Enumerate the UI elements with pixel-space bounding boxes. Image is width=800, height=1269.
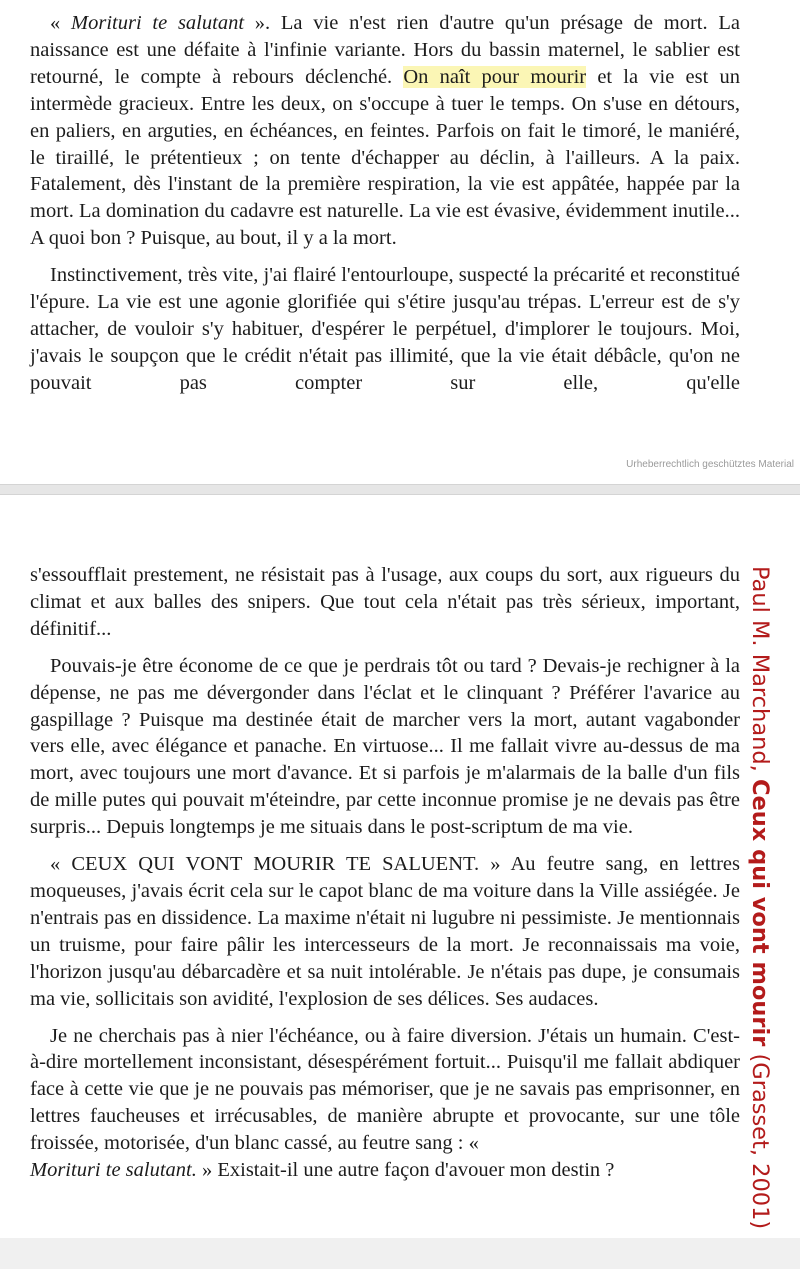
copyright-watermark: Urheberrechtlich geschütztes Material [626,459,794,470]
bottom-strip [0,1238,800,1269]
paragraph-5-end: » Existait-il une autre façon d'avouer mon destin ? [196,1159,615,1182]
bottom-text-block [30,562,740,1194]
latin-quote: Morituri te salutant [71,12,245,34]
caption-author: Paul M. Marchand, [747,566,773,779]
latin-quote-end: Morituri te salutant. [30,1159,197,1182]
paragraph-continued: s'essoufflait prestement, ne résistait pas à l'usage, aux coups du sort, aux rigueurs du climat et aux balles des snipers. Que tout cela n'était pas très sérieux, important, définitif... [30,564,740,640]
page-divider [0,484,800,495]
book-caption [745,566,775,1230]
paragraph-4: « CEUX QUI VONT MOURIR TE SALUENT. » Au feutre sang, en lettres moqueuses, j'avais écrit cela sur le capot blanc de ma voiture dans la Ville assiégée. Je n'entrais pas en dissidence. La maxime n'était ni lugubre ni pessimiste. Je mentionnais un truisme, pour faire pâlir les intercesseurs de la mort. Je reconnaissais ma voie, l'horizon jusqu'au débarcadère et sa nuit intolérable. Je n'étais pas dupe, je consumais ma vie, sollicitais son avidité, l'explosion de ses délices. Ses audaces. [30,853,740,1010]
caption-publisher: (Grasset, 2001) [747,1046,773,1230]
quote-close: » [244,12,266,34]
paragraph-1 [30,10,740,252]
paragraph-2: Instinctivement, très vite, j'ai flairé l'entourloupe, suspecté la précarité et reconstitué l'épure. La vie est une agonie glorifiée qui s'étire jusqu'au trépas. L'erreur est de s'y attacher, de vouloir s'y habituer, d'espérer le perpétuel, d'implorer le toujours. Moi, j'avais le soupçon que le crédit n'était pas illimité, que la vie était débâcle, qu'on ne pouvait pas compter sur elle, qu'elle [30,264,740,394]
top-page [0,0,800,484]
caption-title: Ceux qui vont mourir [747,778,773,1047]
paragraph-1-text-b: et la vie est un intermède gracieux. Entre les deux, on s'occupe à tuer le temps. On s'use en détours, en paliers, en arguties, en échéances, en feintes. Parfois on fait le timoré, le maniéré, le tiraillé, le prétentieux ; on tente d'échapper au déclin, à l'ailleurs. A la paix. Fatalement, dès l'instant de la première respiration, la vie est appâtée, happée par la mort. La domination du cadavre est naturelle. La vie est évasive, évidemment inutile... A quoi bon ? Puisque, au bout, il y a la mort. [30,65,741,250]
paragraph-3: Pouvais-je être économe de ce que je perdrais tôt ou tard ? Devais-je rechigner à la dépense, ne pas me dévergonder dans l'éclat et le clinquant ? Préférer l'avarice au gaspillage ? Puisque ma destinée était de marcher vers la mort, autant vagabonder vers elle, avec élégance et panache. En virtuose... Il me fallait vivre au-dessus de ma mort, avec toujours une mort d'avance. Et si parfois je m'alarmais de la balle d'un fils de mille putes qui pouvait m'éteindre, par cette inconnue promise je ne devais pas être surpris... Depuis longtemps je me situais dans le post-scriptum de ma vie. [30,654,740,839]
bottom-page [0,495,800,1269]
top-text-block [30,10,740,407]
paragraph-5 [30,1023,740,1184]
paragraph-5-text: Je ne cherchais pas à nier l'échéance, ou à faire diversion. J'étais un humain. C'est-à-dire mortellement inconsistant, désespérément fortuit... Puisqu'il me fallait abdiquer face à cette vie que je ne pouvais pas mémoriser, que je ne savais pas emprisonner, en lettres faucheuses et irrécusables, de manière abrupte et provocante, sur une tôle froissée, motorisée, d'un blanc cassé, au feutre sang : « [30,1024,740,1155]
highlighted-phrase: On naît pour mourir [403,65,587,88]
paragraph-1-text-a: . La vie n'est rien d'autre qu'un présage de mort. La naissance est une défaite à l'infinie variante. Hors du bassin maternel, le sablier est retourné, le compte à rebours déclenché. [30,12,741,88]
quote-open: « [50,12,72,34]
